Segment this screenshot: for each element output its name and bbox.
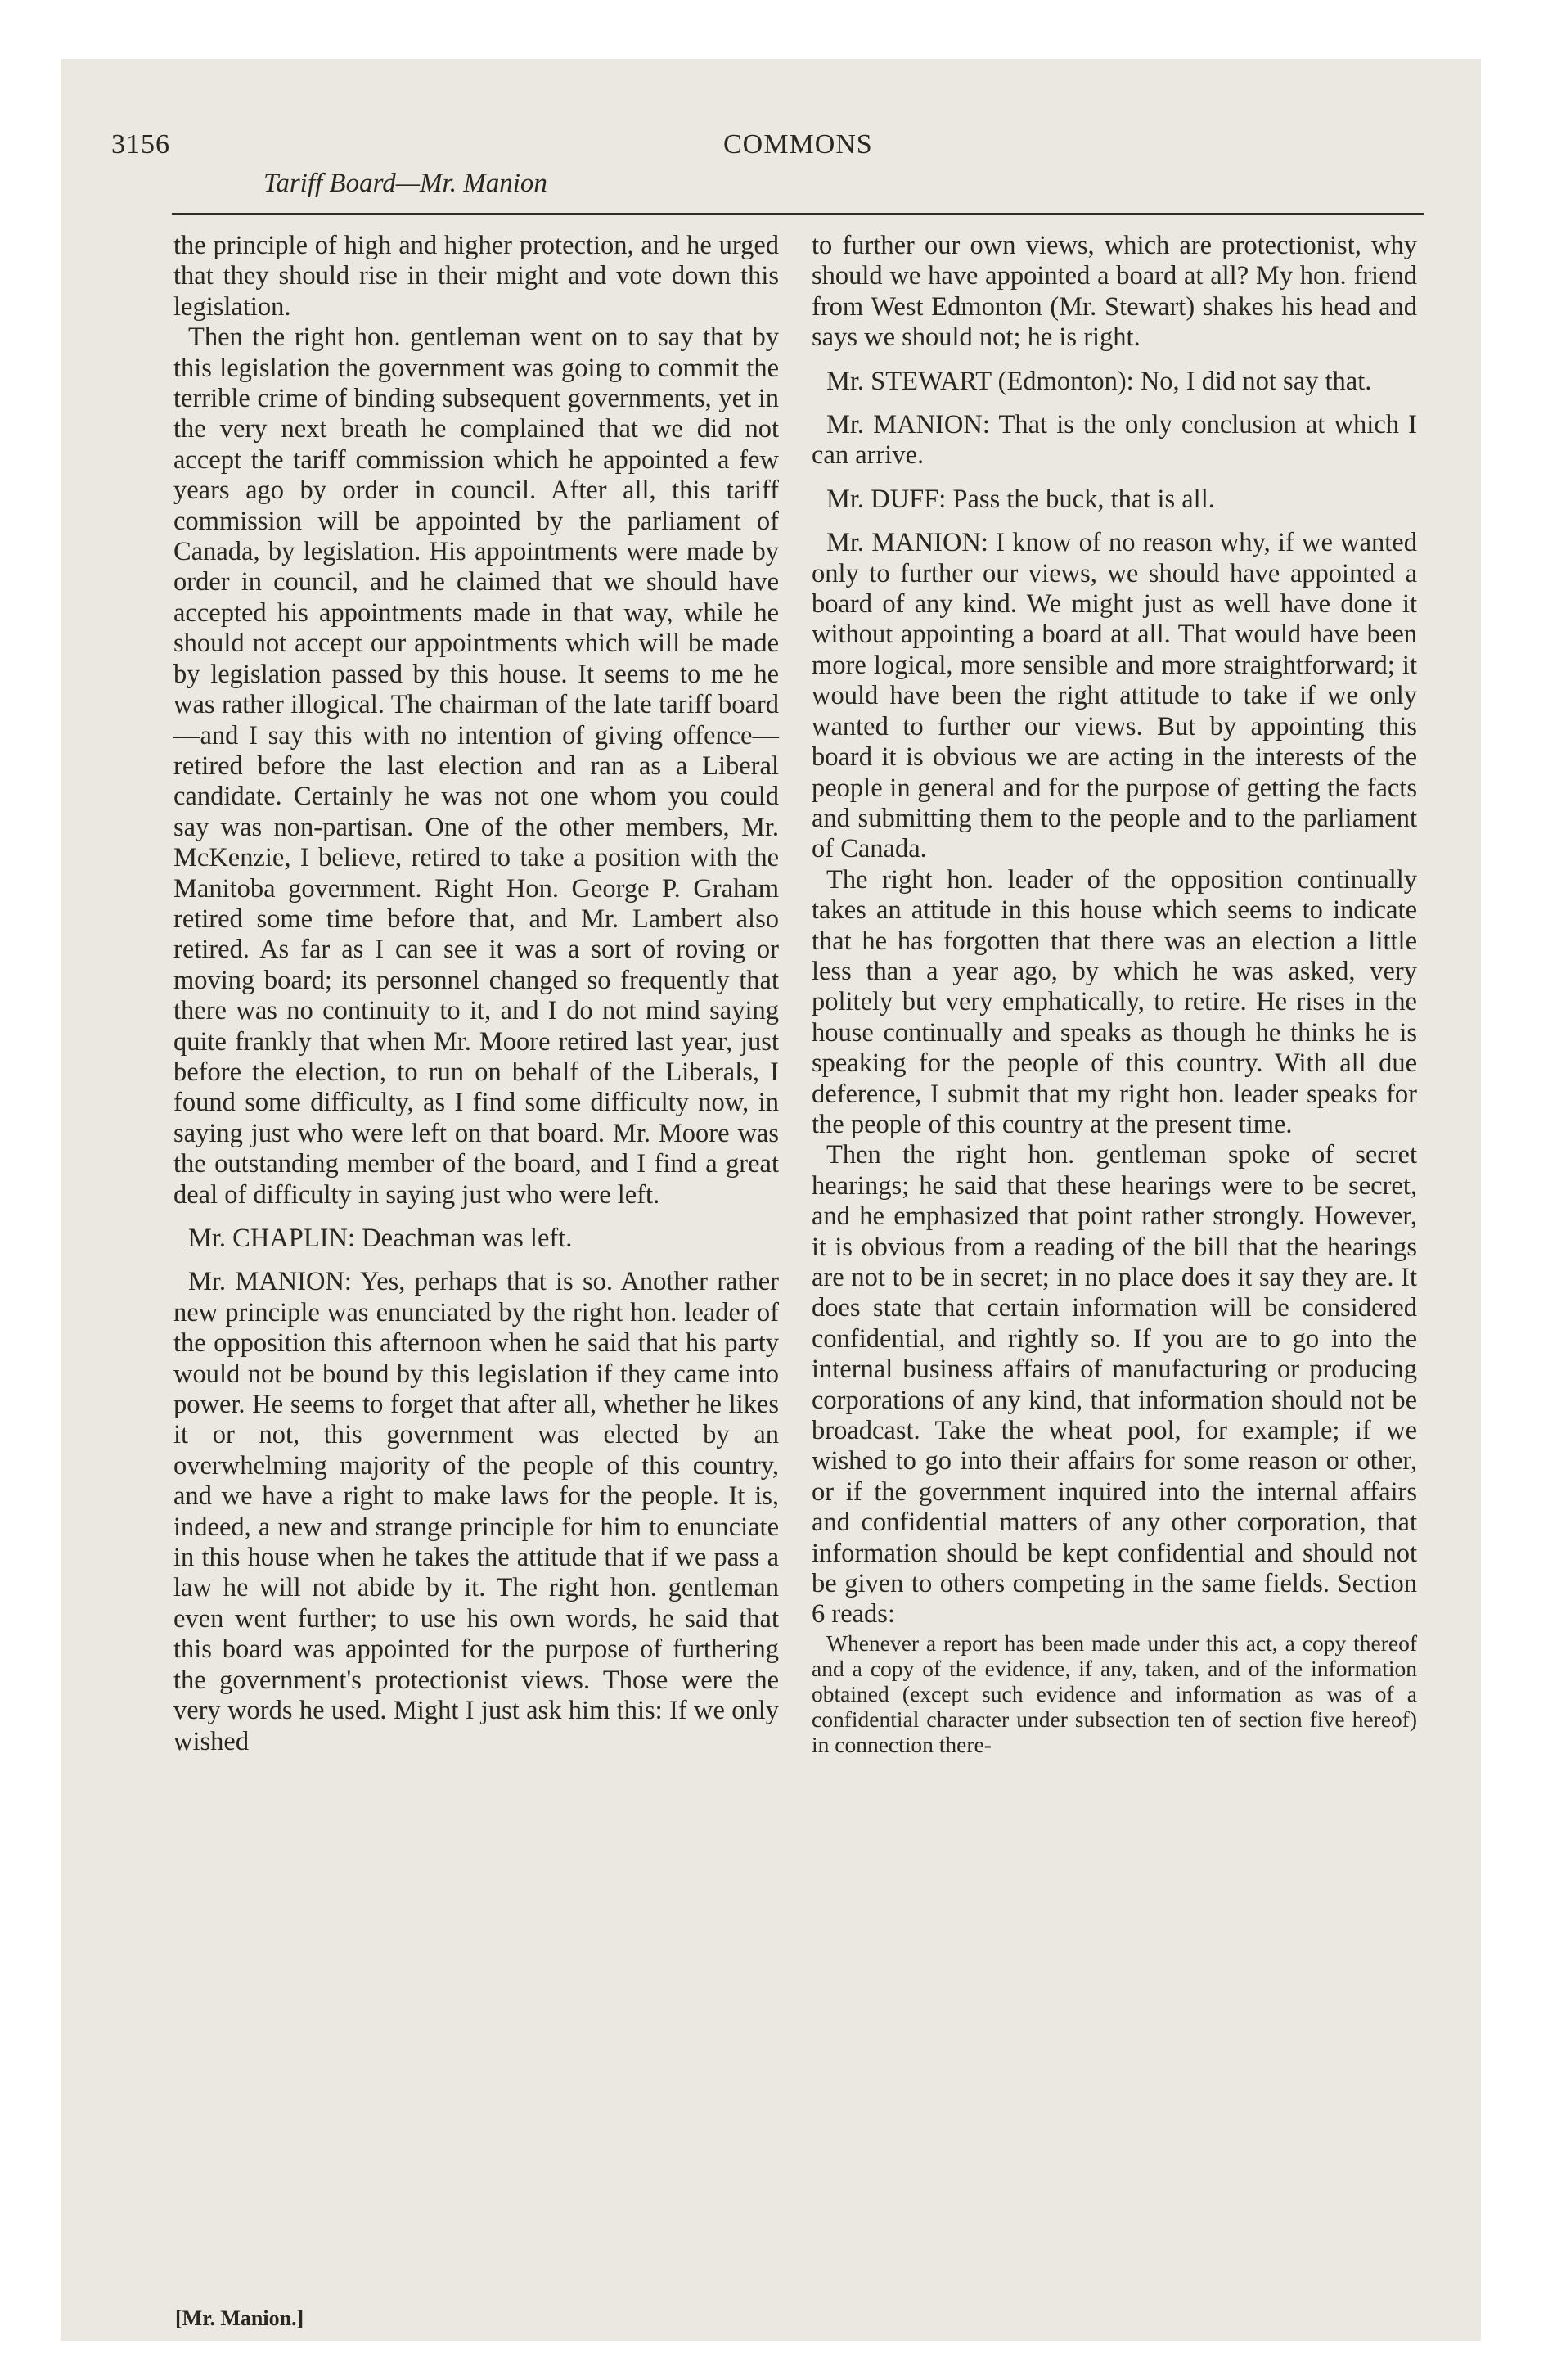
paragraph: Then the right hon. gentleman went on to say that by this legislation the government was going to commit the terrible crime of binding subsequent governments, yet in the very next breath he complained that we did not accept the tariff commission which he appointed a few years ago by order in council. After all, this tariff commission will be appointed by the parliament of Canada, by legislation. His appointments were made by order in council, and he claimed that we should have accepted his appointments made in that way, while he should not accept our appointments which will be made by legislation passed by this house. It seems to me he was rather illogical. The chairman of the late tariff board—and I say this with no intention of giving offence—retired before the last election and ran as a Liberal candidate. Certainly he was not one whom you could say was non-partisan. One of the other members, Mr. McKenzie, I believe, retired to take a position with the Manitoba government. Right Hon. George P. Graham retired some time before that, and Mr. Lambert also retired. As far as I can see it was a sort of roving or moving board; its personnel changed so frequently that there was no continuity to it, and I do not mind saying quite frankly that when Mr. Moore retired last year, just before the election, to run on behalf of the Liberals, I found some difficulty, as I find some difficulty now, in saying just who were left on that board. Mr. Moore was the outstanding member of the board, and I find a great deal of difficulty in saying just who were left. [173,322,779,1210]
paragraph: Mr. DUFF: Pass the buck, that is all. [826,484,1215,514]
page-subtitle: Tariff Board—Mr. Manion [263,169,547,198]
paragraph: Mr. STEWART (Edmonton): No, I did not say that. [826,366,1372,396]
paragraph: Then the right hon. gentleman spoke of secret hearings; he said that these hearings were to be secret, and he emphasized that point rather strongly. However, it is obvious from a reading of the bill that the hearings are not to be in secret; in no place does it say they are. It does state that certain information will be considered confidential, and rightly so. If you are to go into the internal business affairs of manufacturing or producing corporations of any kind, that information should not be broadcast. Take the wheat pool, for example; if we wished to go into their affairs for some reason or other, or if the government inquired into the internal affairs and confidential matters of any other corporation, that information should be kept confidential and should not be given to others competing in the same fields. Section 6 reads: [812,1140,1417,1629]
header-rule [172,213,1424,215]
paragraph: Mr. MANION: That is the only conclusion at which I can arrive. [812,410,1417,471]
left-column [173,231,779,1757]
block-quote: Whenever a report has been made under this act, a copy thereof and a copy of the evidence, if any, taken, and of the information obtained (except such evidence and information as was of a confidential character under subsection ten of section five hereof) in connection there- [812,1629,1417,1757]
paragraph: to further our own views, which are protectionist, why should we have appointed a board at all? My hon. friend from West Edmonton (Mr. Stewart) shakes his head and says we should not; he is right. [812,231,1417,353]
right-column [812,231,1417,1757]
paragraph: Mr. MANION: Yes, perhaps that is so. Another rather new principle was enunciated by the right hon. leader of the opposition this afternoon when he said that his party would not be bound by this legislation if they came into power. He seems to forget that after all, whether he likes it or not, this government was elected by an overwhelming majority of the people of this country, and we have a right to make laws for the people. It is, indeed, a new and strange principle for him to enunciate in this house when he takes the attitude that if we pass a law he will not abide by it. The right hon. gentleman even went further; to use his own words, he said that this board was appointed for the purpose of furthering the government's protectionist views. Those were the very words he used. Might I just ask him this: If we only wished [173,1267,779,1756]
paragraph: The right hon. leader of the opposition continually takes an attitude in this house which seems to indicate that he has forgotten that there was an election a little less than a year ago, by which he was asked, very politely but very emphatically, to retire. He rises in the house continually and speaks as though he thinks he is speaking for the people of this country. With all due deference, I submit that my right hon. leader speaks for the people of this country at the present time. [812,864,1417,1139]
paragraph: Mr. CHAPLIN: Deachman was left. [188,1224,573,1253]
speaker-footer: [Mr. Manion.] [175,2306,304,2330]
paragraph: Mr. MANION: I know of no reason why, if we wanted only to further our views, we should have appointed a board of any kind. We might just as well have done it without appointing a board at all. That would have been more logical, more sensible and more straightforward; it would have been the right attitude to take if we only wanted to further our views. But by appointing this board it is obvious we are acting in the interests of the people in general and for the purpose of getting the facts and submitting them to the people and to the parliament of Canada. [812,528,1417,864]
paragraph: the principle of high and higher protection, and he urged that they should rise in their might and vote down this legislation. [173,231,779,322]
page-number: 3156 [111,129,170,160]
section-title: COMMONS [723,129,873,160]
